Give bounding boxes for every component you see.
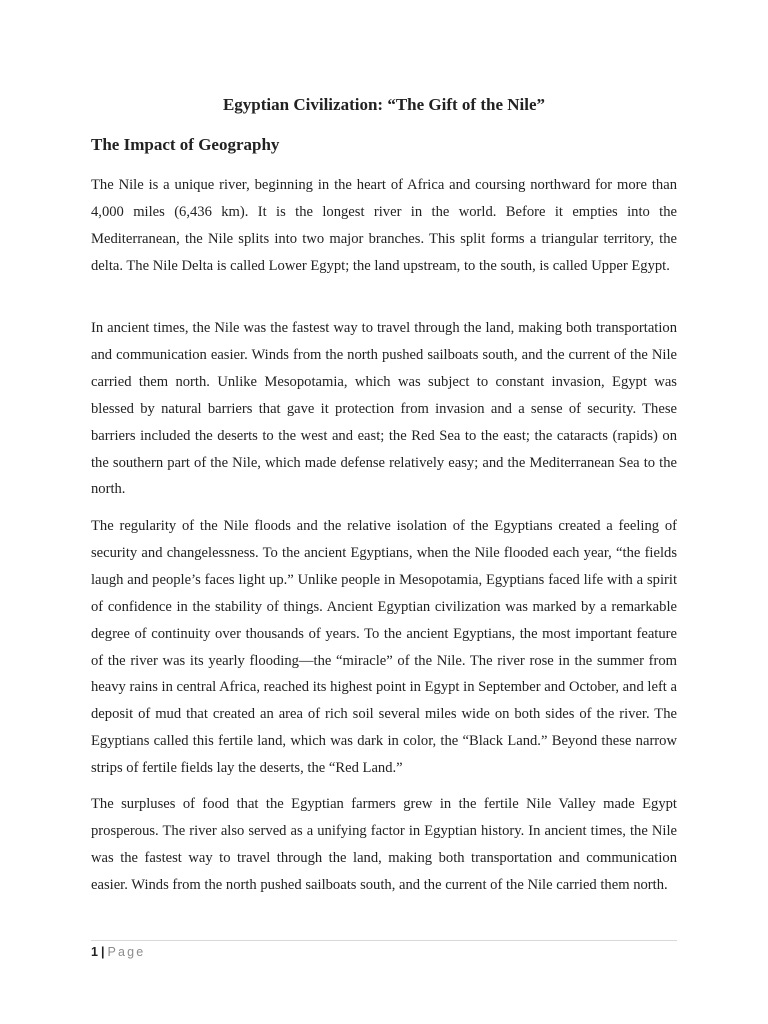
page-label: Page bbox=[107, 945, 146, 959]
page-footer bbox=[91, 940, 677, 961]
section-heading: The Impact of Geography bbox=[91, 135, 280, 154]
footer-separator: | bbox=[100, 945, 105, 959]
paragraph: The regularity of the Nile floods and the relative isolation of the Egyptians created a feeling of security and changelessness. To the ancient Egyptians, when the Nile flooded each year, “the fields laugh and people’s faces light up.” Unlike people in Mesopotamia, Egyptians faced life with a spirit of confidence in the stability of things. Ancient Egyptian civilization was marked by a remarkable degree of continuity over thousands of years. To the ancient Egyptians, the most important feature of the river was its yearly flooding—the “miracle” of the Nile. The river rose in the summer from heavy rains in central Africa, reached its highest point in Egypt in September and October, and left a deposit of mud that created an area of rich soil several miles wide on both sides of the river. The Egyptians called this fertile land, which was dark in color, the “Black Land.” Beyond these narrow strips of fertile fields lay the deserts, the “Red Land.” bbox=[91, 518, 677, 777]
paragraph: In ancient times, the Nile was the fastest way to travel through the land, making both transportation and communication easier. Winds from the north pushed sailboats south, and the current of the Nile carried them north. Unlike Mesopotamia, which was subject to constant invasion, Egypt was blessed by natural barriers that gave it protection from invasion and a sense of security. These barriers included the deserts to the west and east; the Red Sea to the east; the cataracts (rapids) on the southern part of the Nile, which made defense relatively easy; and the Mediterranean Sea to the north. bbox=[91, 320, 677, 498]
page-number: 1 bbox=[91, 945, 98, 959]
paragraph: The surpluses of food that the Egyptian farmers grew in the fertile Nile Valley made Egypt prosperous. The river also served as a unifying factor in Egyptian history. In ancient times, the Nile was the fastest way to travel through the land, making both transportation and communication easier. Winds from the north pushed sailboats south, and the current of the Nile carried them north. bbox=[91, 796, 677, 893]
paragraph: The Nile is a unique river, beginning in the heart of Africa and coursing northward for more than 4,000 miles (6,436 km). It is the longest river in the world. Before it empties into the Mediterranean, the Nile splits into two major branches. This split forms a triangular territory, the delta. The Nile Delta is called Lower Egypt; the land upstream, to the south, is called Upper Egypt. bbox=[91, 177, 677, 274]
document-title: Egyptian Civilization: “The Gift of the Nile” bbox=[222, 95, 546, 114]
